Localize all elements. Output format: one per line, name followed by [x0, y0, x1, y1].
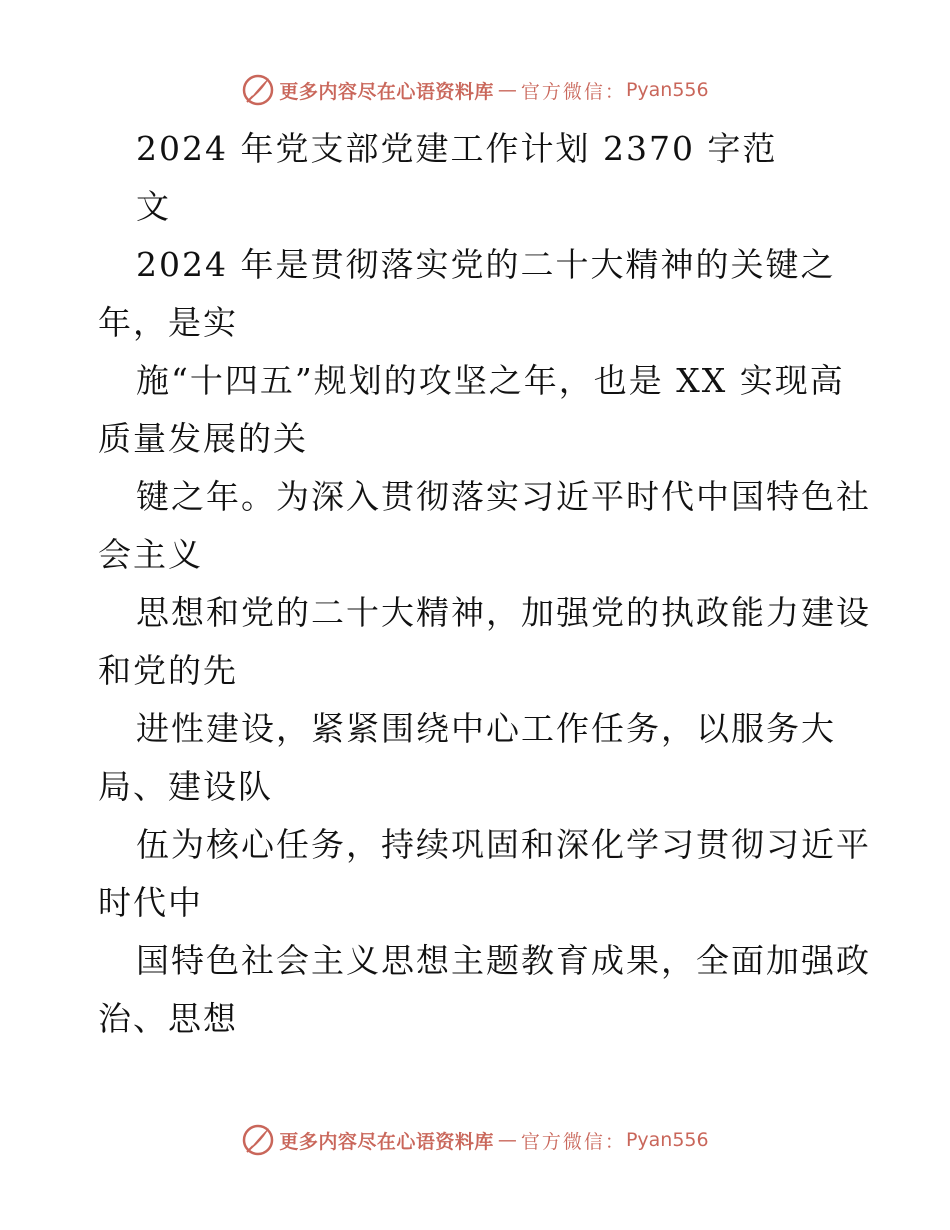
paragraph-line: 会主义 — [98, 535, 203, 574]
header-banner — [0, 70, 950, 110]
paragraph-line: 质量发展的关 — [98, 419, 308, 458]
paragraph-line: 键之年。为深入贯彻落实习近平时代中国特色社 — [136, 477, 871, 516]
paragraph-line: 2024 年是贯彻落实党的二十大精神的关键之 — [136, 245, 836, 284]
paragraph-line: 施“十四五”规划的攻坚之年，也是 XX 实现高 — [136, 361, 845, 400]
paragraph-line: 时代中 — [98, 883, 203, 922]
banner-wechat-label: 官方微信： — [520, 1130, 626, 1153]
banner-separator: — — [497, 1129, 517, 1151]
banner-text: 更多内容尽在心语资料库 — [279, 80, 494, 103]
quill-logo-icon — [241, 1123, 275, 1157]
document-body — [98, 120, 878, 1048]
paragraph-line: 伍为核心任务，持续巩固和深化学习贯彻习近平 — [136, 825, 871, 864]
paragraph-line: 进性建设，紧紧围绕中心工作任务，以服务大 — [136, 709, 836, 748]
paragraph-line: 局、建设队 — [98, 767, 273, 806]
banner-separator: — — [497, 79, 517, 101]
footer-banner — [0, 1120, 950, 1160]
paragraph-line: 和党的先 — [98, 651, 238, 690]
document-title-line-1: 2024 年党支部党建工作计划 2370 字范 — [136, 129, 778, 168]
document-title-line-2: 文 — [136, 187, 171, 226]
paragraph-line: 治、思想 — [98, 999, 238, 1038]
banner-wechat-id: Pyan556 — [625, 1129, 709, 1151]
banner-wechat-id: Pyan556 — [625, 79, 709, 101]
paragraph-line: 思想和党的二十大精神，加强党的执政能力建设 — [136, 593, 871, 632]
paragraph-line: 年，是实 — [98, 303, 238, 342]
paragraph-line: 国特色社会主义思想主题教育成果，全面加强政 — [136, 941, 871, 980]
banner-text: 更多内容尽在心语资料库 — [279, 1130, 494, 1153]
banner-wechat-label: 官方微信： — [520, 80, 626, 103]
quill-logo-icon — [241, 73, 275, 107]
